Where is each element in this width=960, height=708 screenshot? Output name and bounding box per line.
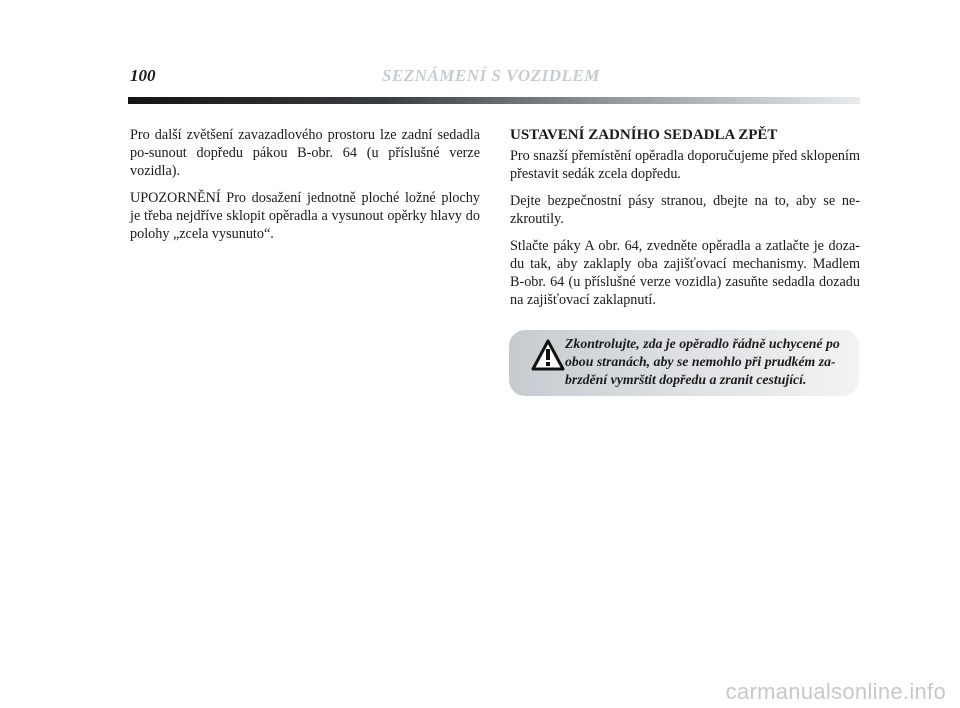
header-rule [128,97,860,104]
running-head: SEZNÁMENÍ S VOZIDLEM [382,66,600,85]
paragraph: UPOZORNĚNÍ Pro dosažení jednotně ploché ložné plochy je třeba nejdříve sklopit opěradla a vysunout opěrky hlavy do polohy „zcela vysunuto“. [130,190,480,242]
page-number: 100 [130,66,156,85]
paragraph: Stlačte páky A obr. 64, zvedněte opěradla a zatlačte je doza-du tak, aby zaklaply oba zajišťovací mechanismy. Madlem B-obr. 64 (u příslušné verze vozidla) zasuňte sedadla dozadu na zajišťovací zaklapnutí. [510,238,860,308]
warning-box [509,330,859,396]
paragraph: Pro další zvětšení zavazadlového prostoru lze zadní sedadla po-sunout dopředu pákou B-obr. 64 (u příslušné verze vozidla). [130,127,480,179]
left-column [130,126,480,252]
paragraph: Dejte bezpečnostní pásy stranou, dbejte na to, aby se ne-zkroutily. [510,193,860,227]
paragraph: Pro snazší přemístění opěradla doporučujeme před sklopením přestavit sedák zcela dopředu. [510,148,860,182]
watermark: carmanualsonline.info [725,679,946,704]
section-heading: USTAVENÍ ZADNÍHO SEDADLA ZPĚT [510,127,778,143]
right-column [510,126,860,318]
warning-triangle-icon [531,339,565,371]
warning-text: Zkontrolujte, zda je opěradlo řádně uchycené po obou stranách, aby se nemohlo při prudkém za-brzdění vymrštit dopředu a zranit cestující. [565,336,840,387]
